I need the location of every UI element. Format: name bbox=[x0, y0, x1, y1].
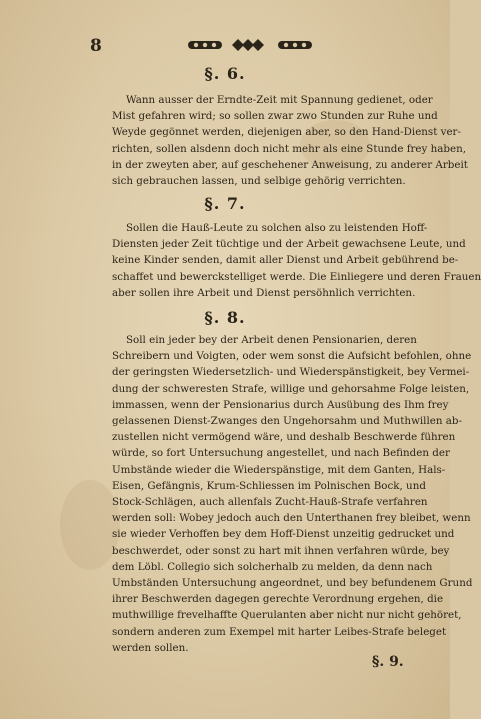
text-line: Eisen, Gefängnis, Krum-Schliessen im Polnischen Bock, und bbox=[112, 479, 426, 492]
text-line: Schreibern und Voigten, oder wem sonst die Aufsicht befohlen, ohne bbox=[112, 350, 472, 363]
text-line: keine Kinder senden, damit aller Dienst und Arbeit gebührend be- bbox=[112, 254, 459, 267]
text-line: würde, so fort Untersuchung angestellet, und nach Befinden der bbox=[112, 447, 450, 460]
text-line: Stock-Schlägen, auch allenfals Zucht-Hauß-Strafe verfahren bbox=[112, 496, 428, 509]
section-heading-7: §. 7. bbox=[204, 194, 246, 213]
text-line: sich gebrauchen lassen, und selbige gehörig verrichten. bbox=[112, 175, 406, 188]
text-line: Umbständen Untersuchung angeordnet, und bey befundenem Grund bbox=[112, 577, 473, 590]
text-line: der geringsten Wiedersetzlich- und Wiederspänstigkeit, bey Vermei- bbox=[112, 366, 470, 379]
text-line: sie wieder Verhoffen bey dem Hoff-Dienst unzeitig gedrucket und bbox=[112, 528, 455, 541]
section-heading-6: §. 6. bbox=[204, 64, 246, 83]
text-line: gelassenen Dienst-Zwanges den Ungehorsahm und Muthwillen ab- bbox=[112, 415, 462, 428]
text-line: Diensten jeder Zeit tüchtige und der Arbeit gewachsene Leute, und bbox=[112, 238, 466, 251]
text-line: dung der schweresten Strafe, willige und gehorsahme Folge leisten, bbox=[112, 382, 470, 395]
text-line: aber sollen ihre Arbeit und Dienst persöhnlich verrichten. bbox=[112, 286, 416, 299]
text-line: zustellen nicht vermögend wäre, und deshalb Beschwerde führen bbox=[112, 431, 456, 444]
text-line: richten, sollen alsdenn doch nicht mehr als eine Stunde frey haben, bbox=[112, 142, 466, 155]
text-line: werden sollen. bbox=[112, 641, 189, 654]
page-number: 8 bbox=[90, 36, 102, 56]
paper-stain bbox=[60, 480, 120, 570]
text-line: beschwerdet, oder sonst zu hart mit ihnen verfahren würde, bey bbox=[112, 544, 450, 557]
text-line: Wann ausser der Erndte-Zeit mit Spannung gedienet, oder bbox=[126, 94, 433, 106]
catchword: §. 9. bbox=[372, 654, 404, 670]
section-paragraph-8 bbox=[112, 332, 473, 656]
header-ornament bbox=[186, 38, 316, 52]
text-line: Weyde gegönnet werden, diejenigen aber, so den Hand-Dienst ver- bbox=[112, 126, 461, 139]
section-paragraph-7 bbox=[112, 220, 481, 301]
text-line: Soll ein jeder bey der Arbeit denen Pensionarien, deren bbox=[126, 334, 417, 346]
text-line: Mist gefahren wird; so sollen zwar zwo Stunden zur Ruhe und bbox=[112, 110, 438, 123]
text-line: muthwillige frevelhaffte Querulanten aber nicht nur nicht gehöret, bbox=[112, 609, 462, 622]
text-line: Umbstände wieder die Wiederspänstige, mit dem Ganten, Hals- bbox=[112, 463, 446, 476]
text-line: sondern anderen zum Exempel mit harter Leibes-Strafe beleget bbox=[112, 625, 447, 638]
text-line: immassen, wenn der Pensionarius durch Ausübung des Ihm frey bbox=[112, 398, 449, 411]
text-line: dem Löbl. Collegio sich solcherhalb zu melden, da denn nach bbox=[112, 560, 433, 573]
section-paragraph-6 bbox=[112, 92, 468, 189]
text-line: in der zweyten aber, auf geschehener Anweisung, zu anderer Arbeit bbox=[112, 158, 468, 171]
text-line: Sollen die Hauß-Leute zu solchen also zu leistenden Hoff- bbox=[126, 222, 428, 234]
text-line: schaffet und bewerckstelliget werde. Die Einliegere und deren Frauen bbox=[112, 270, 481, 283]
text-line: werden soll: Wobey jedoch auch den Unterthanen frey bleibet, wenn bbox=[112, 512, 471, 525]
text-line: ihrer Beschwerden dagegen gerechte Verordnung ergehen, die bbox=[112, 593, 444, 606]
section-heading-8: §. 8. bbox=[204, 308, 246, 327]
